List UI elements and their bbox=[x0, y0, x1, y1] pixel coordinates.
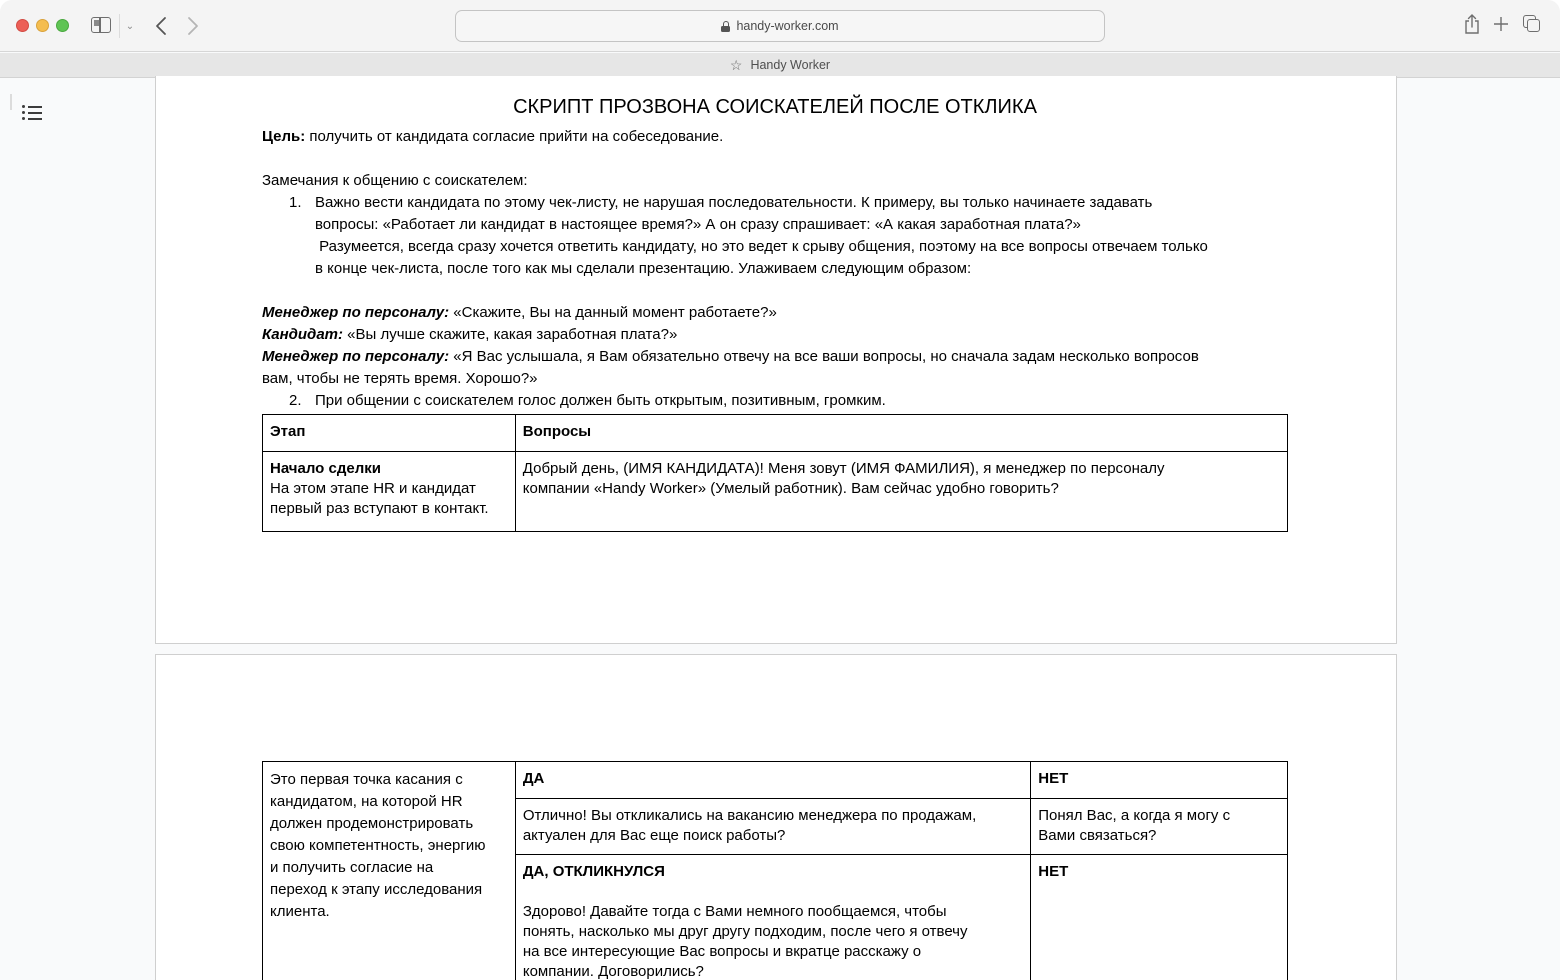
list-icon-row bbox=[22, 117, 44, 120]
sidebar-icon[interactable] bbox=[91, 17, 111, 33]
list-item-2-line: При общении с соискателем голос должен быть открытым, позитивным, громким. bbox=[315, 392, 886, 409]
no-responded-header: НЕТ bbox=[1038, 863, 1069, 880]
goal-paragraph bbox=[262, 126, 723, 148]
no-header-cell: НЕТ bbox=[1031, 762, 1288, 799]
address-bar[interactable] bbox=[455, 10, 1105, 42]
yes-responded-line: понять, насколько мы друг другу подходим, после чего я отвечу bbox=[522, 923, 968, 940]
yes-responded-line: Здорово! Давайте тогда с Вами немного пообщаемся, чтобы bbox=[522, 903, 947, 920]
list-item-1-number: 1. bbox=[289, 194, 302, 211]
branch-table bbox=[262, 761, 1288, 980]
dialogue-continuation: вам, чтобы не терять время. Хорошо?» bbox=[262, 370, 538, 387]
yes-responded-cell bbox=[515, 855, 1030, 980]
chevron-left-icon bbox=[155, 16, 167, 36]
goal-text: получить от кандидата согласие прийти на собеседование. bbox=[305, 128, 724, 145]
dialogue-speaker: Кандидат: bbox=[262, 326, 344, 343]
stage-title: Начало сделки bbox=[270, 460, 381, 477]
list-icon-row bbox=[22, 111, 44, 114]
desc-line: и получить согласие на bbox=[270, 859, 434, 876]
no-responded-cell bbox=[1031, 855, 1288, 980]
dialogue-speaker: Менеджер по персоналу: bbox=[262, 348, 450, 365]
desc-line: кандидатом, на которой HR bbox=[270, 793, 463, 810]
stage-cell bbox=[263, 452, 516, 532]
browser-toolbar bbox=[0, 0, 1560, 52]
table-row bbox=[263, 452, 1288, 532]
forward-button[interactable] bbox=[184, 12, 202, 40]
list-item-1-line: Важно вести кандидата по этому чек-листу, не нарушая последовательности. К примеру, вы только начинаете задавать bbox=[315, 194, 1153, 211]
star-icon[interactable]: ☆ bbox=[729, 57, 743, 73]
list-item-1-line: Разумеется, всегда сразу хочется ответить кандидату, но это ведет к срыву общения, поэтому на все вопросы отвечаем только bbox=[315, 238, 1208, 255]
list-item-1-line: вопросы: «Работает ли кандидат в настоящее время?» А он сразу спрашивает: «А какая заработная плата?» bbox=[315, 216, 1081, 233]
stage-desc: первый раз вступают в контакт. bbox=[270, 500, 489, 517]
stage-table bbox=[262, 414, 1288, 532]
page-2-content bbox=[262, 655, 1288, 980]
dialogue-text: «Вы лучше скажите, какая заработная плата?» bbox=[343, 326, 678, 343]
question-cell bbox=[515, 452, 1287, 532]
yes-responded-header: ДА, ОТКЛИКНУЛСЯ bbox=[522, 863, 665, 880]
tab-overview-button[interactable] bbox=[1523, 15, 1543, 35]
page-1-content bbox=[262, 76, 1288, 644]
close-window-button[interactable] bbox=[16, 19, 29, 32]
desc-line: свою компетентность, энергию bbox=[270, 837, 486, 854]
no-text-line: Вами связаться? bbox=[1038, 827, 1157, 844]
dialogue-speaker: Менеджер по персоналу: bbox=[262, 304, 450, 321]
yes-header-cell: ДА bbox=[515, 762, 1030, 799]
goal-label: Цель: bbox=[262, 128, 306, 145]
yes-text-line: Отлично! Вы откликались на вакансию менеджера по продажам, bbox=[522, 807, 977, 824]
chevron-right-icon bbox=[187, 16, 199, 36]
document-title: СКРИПТ ПРОЗВОНА СОИСКАТЕЛЕЙ ПОСЛЕ ОТКЛИКА bbox=[513, 96, 1037, 118]
yes-responded-line: компании. Договорились? bbox=[522, 963, 704, 980]
table-header-row bbox=[263, 415, 1288, 452]
no-text-cell bbox=[1031, 799, 1288, 855]
desc-line: должен продемонстрировать bbox=[270, 815, 474, 832]
back-button[interactable] bbox=[152, 12, 170, 40]
no-text-line: Понял Вас, а когда я могу с bbox=[1038, 807, 1231, 824]
share-button[interactable] bbox=[1463, 13, 1481, 35]
chevron-down-icon[interactable]: ⌄ bbox=[125, 20, 135, 32]
stage-desc: На этом этапе HR и кандидат bbox=[270, 480, 476, 497]
desc-line: Это первая точка касания с bbox=[270, 771, 463, 788]
list-icon bbox=[22, 105, 44, 108]
document-page-2 bbox=[155, 654, 1397, 980]
desc-line: клиента. bbox=[270, 903, 330, 920]
header-cell-questions: Вопросы bbox=[515, 415, 1287, 452]
tab-bar bbox=[0, 53, 1560, 78]
yes-text-line: актуален для Вас еще поиск работы? bbox=[522, 827, 786, 844]
new-tab-button[interactable] bbox=[1492, 12, 1510, 36]
document-viewport[interactable] bbox=[0, 78, 1560, 980]
share-icon bbox=[1464, 14, 1480, 34]
dialogue-text: «Скажите, Вы на данный момент работаете?» bbox=[449, 304, 777, 321]
minimize-window-button[interactable] bbox=[36, 19, 49, 32]
toolbar-separator bbox=[119, 14, 120, 38]
plus-icon bbox=[1493, 16, 1509, 32]
header-cell-stage: Этап bbox=[263, 415, 516, 452]
stage-description-cell bbox=[263, 762, 516, 980]
desc-line: переход к этапу исследования bbox=[270, 881, 483, 898]
document-page-1 bbox=[155, 76, 1397, 644]
dialogue-line bbox=[262, 346, 1199, 368]
question-line: Добрый день, (ИМЯ КАНДИДАТА)! Меня зовут (ИМЯ ФАМИЛИЯ), я менеджер по персоналу bbox=[522, 460, 1165, 477]
list-item-2-number: 2. bbox=[289, 392, 302, 409]
table-row bbox=[263, 762, 1288, 799]
tab-title[interactable]: Handy Worker bbox=[750, 58, 831, 72]
yes-responded-line: на все интересующие Вас вопросы и вкратце расскажу о bbox=[522, 943, 922, 960]
lock-icon bbox=[721, 21, 730, 32]
tabs-overview-icon-front bbox=[1527, 19, 1540, 32]
outline-rail bbox=[10, 94, 12, 110]
sidebar-divider-glyph bbox=[99, 18, 101, 32]
notes-heading: Замечания к общению с соискателем: bbox=[262, 172, 528, 189]
maximize-window-button[interactable] bbox=[56, 19, 69, 32]
dialogue-text: «Я Вас услышала, я Вам обязательно отвечу на все ваши вопросы, но сначала задам несколько вопросов bbox=[449, 348, 1199, 365]
question-line: компании «Handy Worker» (Умелый работник). Вам сейчас удобно говорить? bbox=[522, 480, 1059, 497]
dialogue-line bbox=[262, 302, 777, 324]
outline-toggle-button[interactable] bbox=[22, 104, 44, 122]
list-item-1-line: в конце чек-листа, после того как мы сделали презентацию. Улаживаем следующим образом: bbox=[315, 260, 972, 277]
dialogue-line bbox=[262, 324, 677, 346]
yes-text-cell bbox=[515, 799, 1030, 855]
url-text: handy-worker.com bbox=[736, 19, 839, 33]
